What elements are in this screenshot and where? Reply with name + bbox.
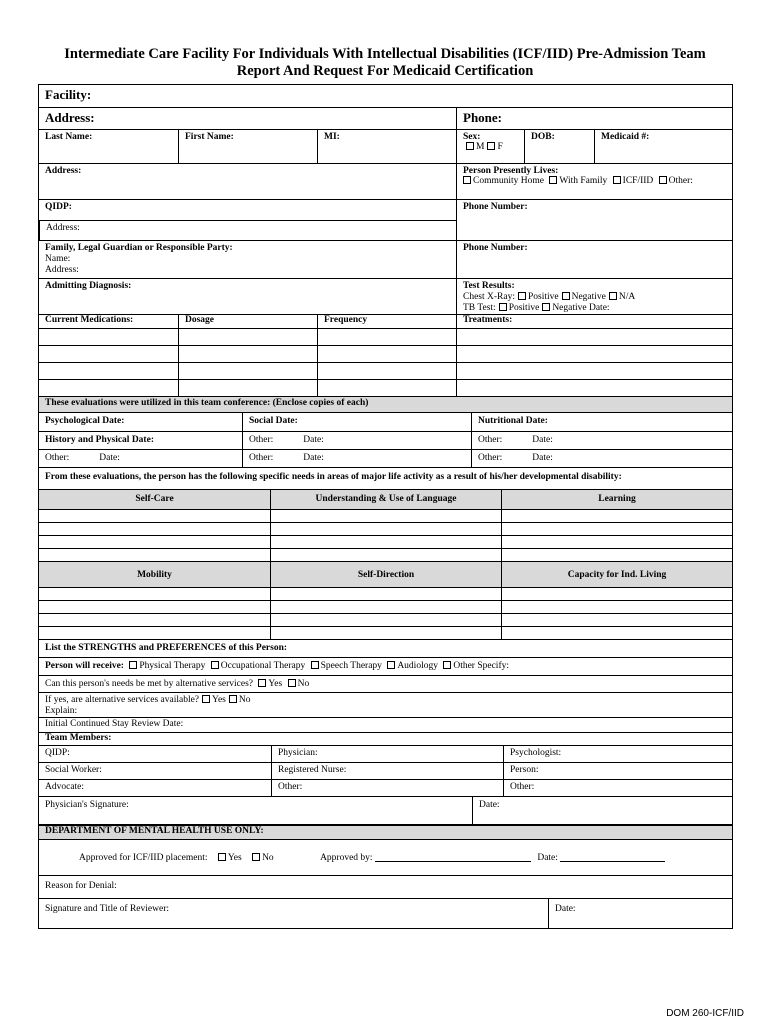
lives-icf-checkbox[interactable]: [613, 176, 621, 184]
qidp-address-field[interactable]: Address:: [39, 220, 456, 240]
team-social-worker-field[interactable]: Social Worker:: [45, 765, 102, 775]
review-date-field[interactable]: Initial Continued Stay Review Date:: [45, 719, 184, 729]
sex-f-checkbox[interactable]: [487, 142, 495, 150]
avail-yes-label: Yes: [212, 695, 226, 705]
lives-other-checkbox[interactable]: [659, 176, 667, 184]
team-other-field[interactable]: Other:: [503, 780, 732, 796]
sex-f-label: F: [497, 142, 503, 152]
frequency-row-cell[interactable]: [317, 346, 456, 362]
need-cell[interactable]: [501, 601, 732, 613]
lives-other-label: Other:: [668, 176, 693, 186]
tb-date-label: Date:: [588, 303, 610, 313]
qidp-field[interactable]: QIDP:: [45, 202, 72, 212]
language-header: Understanding & Use of Language: [270, 490, 501, 509]
learning-header: Learning: [501, 490, 732, 509]
med-row-cell[interactable]: [39, 329, 178, 345]
approved-date-line[interactable]: [560, 861, 665, 862]
eval-other-label: Other:: [478, 435, 503, 445]
avail-no-label: No: [238, 695, 251, 705]
speech-checkbox[interactable]: [311, 661, 319, 669]
xray-negative-label: Negative: [571, 292, 606, 302]
team-members-header: Team Members:: [45, 733, 112, 743]
family-name-label: Name:: [45, 254, 71, 264]
med-row-cell[interactable]: [39, 346, 178, 362]
team-psychologist-field[interactable]: Psychologist:: [503, 746, 732, 762]
approved-yes-label: Yes: [227, 853, 242, 863]
approved-date-label: Date:: [537, 853, 558, 863]
frequency-header: Frequency: [317, 315, 456, 328]
medicaid-field[interactable]: Medicaid #:: [594, 130, 732, 163]
need-cell[interactable]: [270, 523, 501, 535]
family-phone-field[interactable]: Phone Number:: [456, 241, 732, 278]
eval-other-field[interactable]: [471, 450, 732, 467]
dob-field[interactable]: DOB:: [524, 130, 594, 163]
tb-positive-label: Positive: [508, 303, 540, 313]
need-cell[interactable]: [501, 536, 732, 548]
dosage-row-cell[interactable]: [178, 346, 317, 362]
other-specify-checkbox[interactable]: [443, 661, 451, 669]
eval-date-label: Date:: [532, 435, 553, 445]
approved-by-label: Approved by:: [320, 853, 373, 863]
family-label: Family, Legal Guardian or Responsible Party:: [45, 243, 233, 253]
tb-positive-checkbox[interactable]: [499, 303, 507, 311]
explain-label: Explain:: [45, 706, 78, 716]
last-name-field[interactable]: Last Name:: [45, 132, 93, 142]
lives-family-label: With Family: [559, 176, 608, 186]
need-cell[interactable]: [270, 536, 501, 548]
need-cell[interactable]: [39, 601, 270, 613]
team-advocate-field[interactable]: Advocate:: [45, 782, 85, 792]
eval-date-label: Date:: [532, 453, 553, 463]
lives-community-checkbox[interactable]: [463, 176, 471, 184]
self-direction-header: Self-Direction: [270, 562, 501, 587]
need-cell[interactable]: [501, 549, 732, 561]
speech-label: Speech Therapy: [320, 661, 382, 671]
need-cell[interactable]: [270, 549, 501, 561]
alt-no-label: No: [297, 679, 310, 689]
need-cell[interactable]: [501, 614, 732, 626]
need-cell[interactable]: [39, 588, 270, 600]
eval-other-label: Other:: [249, 453, 274, 463]
mobility-header: Mobility: [137, 570, 172, 580]
team-other-field[interactable]: Other:: [271, 780, 503, 796]
eval-date-label: Date:: [303, 435, 324, 445]
lives-field: [456, 164, 732, 199]
need-cell[interactable]: [501, 510, 732, 522]
eval-other-label: Other:: [249, 435, 274, 445]
facility-field[interactable]: Facility:: [45, 87, 92, 102]
person-address-field[interactable]: Address:: [45, 166, 82, 176]
chest-xray-label: Chest X-Ray:: [463, 292, 515, 302]
other-specify-label: Other Specify:: [453, 661, 509, 671]
lives-community-label: Community Home: [473, 176, 544, 186]
evaluations-header: These evaluations were utilized in this team conference: (Enclose copies of each): [45, 398, 369, 408]
need-cell[interactable]: [270, 588, 501, 600]
frequency-row-cell[interactable]: [317, 380, 456, 396]
admitting-diagnosis-field[interactable]: Admitting Diagnosis:: [45, 281, 132, 291]
eval-other-label: Other:: [478, 453, 503, 463]
need-cell[interactable]: [39, 614, 270, 626]
treatment-row-cell[interactable]: [456, 363, 732, 379]
xray-na-checkbox[interactable]: [609, 292, 617, 300]
test-results-field: [456, 279, 732, 314]
form-title-line2: Report And Request For Medicaid Certification: [236, 63, 534, 79]
sex-field: [456, 130, 524, 163]
dosage-row-cell[interactable]: [178, 380, 317, 396]
sex-m-label: M: [476, 142, 485, 152]
xray-positive-label: Positive: [527, 292, 559, 302]
need-cell[interactable]: [39, 627, 270, 639]
eval-other-field[interactable]: [242, 450, 471, 467]
form-table: [38, 84, 733, 929]
xray-na-label: N/A: [618, 292, 636, 302]
approved-by-line[interactable]: [375, 861, 531, 862]
need-cell[interactable]: [501, 523, 732, 535]
need-cell[interactable]: [270, 627, 501, 639]
eval-other-field[interactable]: [39, 450, 242, 467]
form-title-line1: Intermediate Care Facility For Individuals With Intellectual Disabilities (ICF/IID) Pre-Admission Team: [64, 46, 706, 62]
mi-field[interactable]: MI:: [317, 130, 456, 163]
eval-other-field[interactable]: [471, 432, 732, 449]
alt-services-field: [39, 676, 732, 692]
history-physical-field[interactable]: History and Physical Date:: [45, 435, 154, 445]
audiology-checkbox[interactable]: [387, 661, 395, 669]
receive-label: Person will receive:: [45, 661, 124, 671]
lives-icf-label: ICF/IID: [622, 176, 654, 186]
eval-other-field[interactable]: [242, 432, 471, 449]
avail-no-checkbox[interactable]: [229, 695, 237, 703]
dmh-header: DEPARTMENT OF MENTAL HEALTH USE ONLY:: [45, 826, 264, 836]
team-nurse-field[interactable]: Registered Nurse:: [271, 763, 503, 779]
alt-yes-label: Yes: [268, 679, 283, 689]
needs-header: From these evaluations, the person has the following specific needs in areas of major life activity as a result of his/her developmental disability:: [45, 472, 622, 482]
dosage-header: Dosage: [178, 315, 317, 328]
social-date-field[interactable]: Social Date:: [242, 413, 471, 431]
alt-yes-checkbox[interactable]: [258, 679, 266, 687]
psych-date-field[interactable]: Psychological Date:: [45, 416, 125, 426]
dosage-row-cell[interactable]: [178, 329, 317, 345]
treatment-row-cell[interactable]: [456, 346, 732, 362]
test-results-label: Test Results:: [463, 281, 515, 291]
alt-available-question: If yes, are alternative services available?: [45, 695, 200, 705]
need-cell[interactable]: [39, 523, 270, 535]
team-person-field[interactable]: Person:: [503, 763, 732, 779]
tb-test-label: TB Test:: [463, 303, 496, 313]
sex-label: Sex:: [463, 132, 481, 142]
family-field[interactable]: [39, 241, 456, 278]
pt-label: Physical Therapy: [139, 661, 206, 671]
tb-negative-checkbox[interactable]: [542, 303, 550, 311]
self-care-header: Self-Care: [135, 494, 174, 504]
receive-field: [39, 658, 732, 675]
need-cell[interactable]: [270, 614, 501, 626]
avail-yes-checkbox[interactable]: [202, 695, 210, 703]
tb-negative-label: Negative: [552, 303, 587, 313]
need-cell[interactable]: [39, 510, 270, 522]
need-cell[interactable]: [270, 510, 501, 522]
approved-no-checkbox[interactable]: [252, 853, 260, 861]
family-address-label: Address:: [45, 265, 79, 275]
capacity-header: Capacity for Ind. Living: [501, 562, 732, 587]
strengths-field[interactable]: List the STRENGTHS and PREFERENCES of this Person:: [45, 643, 288, 653]
first-name-field[interactable]: First Name:: [178, 130, 317, 163]
xray-negative-checkbox[interactable]: [562, 292, 570, 300]
physician-signature-field[interactable]: Physician's Signature:: [45, 800, 129, 810]
dmh-approval-field: [39, 840, 732, 875]
lives-family-checkbox[interactable]: [549, 176, 557, 184]
form-title: [0, 46, 770, 80]
pt-checkbox[interactable]: [129, 661, 137, 669]
physician-signature-date-field[interactable]: Date:: [472, 797, 732, 824]
alt-no-checkbox[interactable]: [288, 679, 296, 687]
eval-date-label: Date:: [303, 453, 324, 463]
lives-label: Person Presently Lives:: [463, 166, 559, 176]
approved-yes-checkbox[interactable]: [218, 853, 226, 861]
team-qidp-field[interactable]: QIDP:: [45, 748, 70, 758]
facility-address-field[interactable]: Address:: [45, 110, 95, 125]
form-number: DOM 260-ICF/IID: [666, 1008, 744, 1019]
treatment-row-cell[interactable]: [456, 329, 732, 345]
denial-reason-field[interactable]: Reason for Denial:: [45, 881, 117, 891]
alt-available-field[interactable]: [39, 693, 732, 717]
need-cell[interactable]: [39, 549, 270, 561]
medications-header: Current Medications:: [45, 315, 134, 325]
med-row-cell[interactable]: [39, 380, 178, 396]
sex-m-checkbox[interactable]: [466, 142, 474, 150]
reviewer-date-field[interactable]: Date:: [548, 899, 732, 928]
reviewer-signature-field[interactable]: Signature and Title of Reviewer:: [45, 904, 170, 914]
dosage-row-cell[interactable]: [178, 363, 317, 379]
treatment-row-cell[interactable]: [456, 380, 732, 396]
eval-date-label: Date:: [99, 453, 120, 463]
team-physician-field[interactable]: Physician:: [271, 746, 503, 762]
frequency-row-cell[interactable]: [317, 329, 456, 345]
need-cell[interactable]: [501, 627, 732, 639]
need-cell[interactable]: [39, 536, 270, 548]
need-cell[interactable]: [501, 588, 732, 600]
frequency-row-cell[interactable]: [317, 363, 456, 379]
approved-no-label: No: [262, 853, 274, 863]
audiology-label: Audiology: [397, 661, 438, 671]
ot-label: Occupational Therapy: [220, 661, 306, 671]
eval-other-label: Other:: [45, 453, 70, 463]
xray-positive-checkbox[interactable]: [518, 292, 526, 300]
med-row-cell[interactable]: [39, 363, 178, 379]
nutrition-date-field[interactable]: Nutritional Date:: [471, 413, 732, 431]
qidp-phone-field[interactable]: Phone Number:: [456, 200, 732, 240]
approved-label: Approved for ICF/IID placement:: [79, 853, 208, 863]
alt-services-question: Can this person's needs be met by alternative services?: [45, 679, 254, 689]
need-cell[interactable]: [270, 601, 501, 613]
treatments-header: Treatments:: [456, 315, 732, 328]
ot-checkbox[interactable]: [211, 661, 219, 669]
facility-phone-field[interactable]: Phone:: [456, 108, 732, 129]
